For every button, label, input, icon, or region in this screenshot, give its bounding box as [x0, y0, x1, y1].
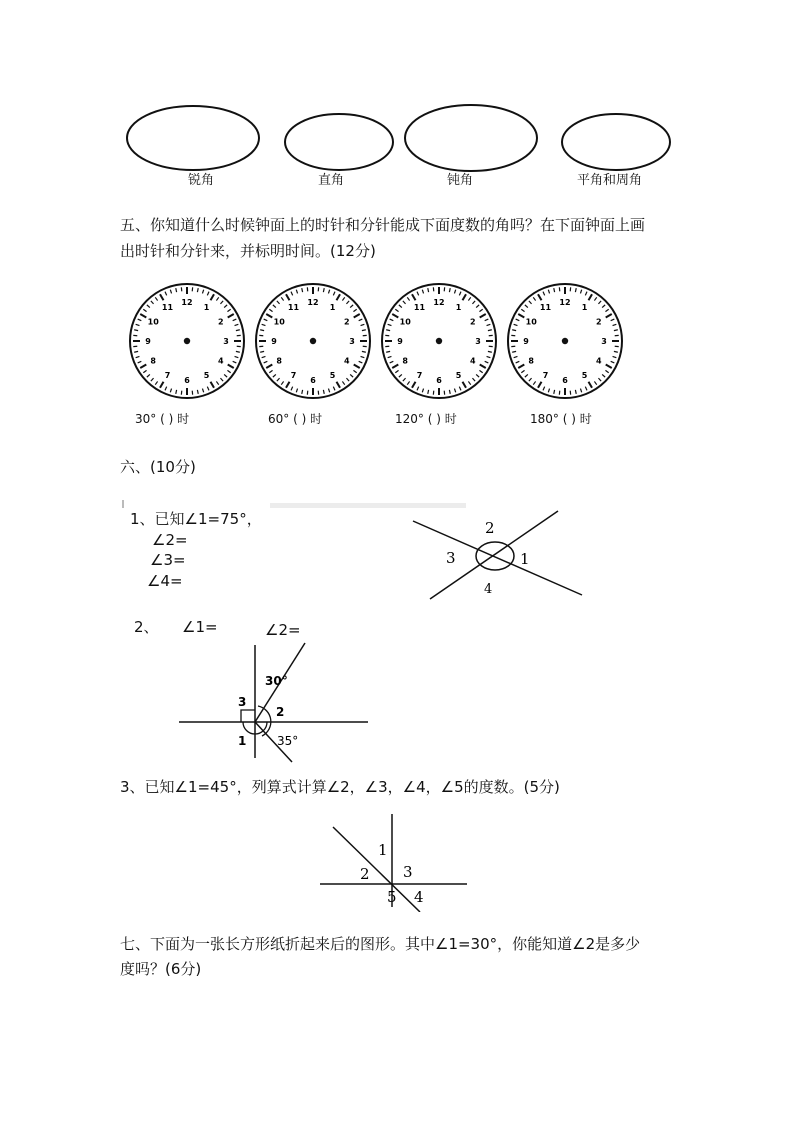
clock-number: 7 — [290, 370, 297, 380]
q1-fig-label-2: 2 — [485, 519, 495, 537]
clock-tick — [514, 324, 518, 325]
clock-tick — [417, 387, 419, 391]
clock-tick — [395, 370, 398, 372]
clock-tick — [459, 387, 461, 391]
clock-tick — [151, 378, 154, 381]
clock-tick — [585, 292, 587, 296]
clock-tick — [269, 370, 272, 372]
clock-tick — [472, 301, 475, 304]
clock-number: 12 — [307, 298, 319, 307]
clock-tick — [176, 288, 177, 292]
clock-tick — [614, 330, 618, 331]
clock-tick — [354, 365, 360, 369]
q2-angle2: ∠2= — [265, 621, 301, 639]
clock-tick — [580, 389, 581, 393]
clock-tick — [521, 370, 524, 372]
clock-tick — [160, 382, 164, 388]
oval-acute — [127, 106, 259, 170]
clock-tick — [228, 365, 234, 369]
clock-tick — [224, 305, 227, 308]
section7-line1: 七、下面为一张长方形纸折起来后的图形。其中∠1=30°，你能知道∠2是多少 — [120, 935, 641, 953]
q1-line-a — [413, 521, 582, 595]
clock-face-2 — [248, 276, 378, 406]
clock-tick — [488, 351, 492, 352]
clock-tick — [525, 374, 528, 377]
clock-number: 7 — [416, 370, 423, 380]
clock-tick — [160, 294, 164, 300]
clock-tick — [342, 381, 344, 384]
clock-number: 1 — [203, 303, 210, 313]
clock-tick — [487, 356, 491, 357]
clock-tick — [390, 361, 394, 363]
clock-tick — [399, 305, 402, 308]
clock-tick — [606, 365, 612, 369]
clock-tick — [138, 319, 142, 321]
clock-center-dot — [562, 338, 568, 344]
clock-tick — [337, 294, 341, 300]
clock-tick — [207, 387, 209, 391]
clock-tick — [463, 294, 467, 300]
clock-tick — [273, 305, 276, 308]
clock-tick — [328, 290, 329, 294]
angle-type-ovals — [0, 100, 794, 200]
clock-tick — [392, 314, 398, 318]
clock-tick — [533, 297, 535, 300]
clock-tick — [488, 330, 492, 331]
clock-number: 2 — [595, 317, 602, 327]
clock-tick — [353, 309, 356, 311]
clock-tick — [388, 356, 392, 357]
clock-tick — [459, 292, 461, 296]
clock-tick — [134, 330, 138, 331]
clock-tick — [543, 387, 545, 391]
clock-tick — [575, 390, 576, 394]
q2-fig-label-3: 3 — [238, 695, 247, 709]
clock-tick — [277, 378, 280, 381]
clock-number: 1 — [455, 303, 462, 313]
section5-line2: 出时针和分针来，并标明时间。(12分) — [120, 242, 376, 260]
clock-tick — [296, 389, 297, 393]
clock-number: 8 — [402, 356, 409, 366]
clock-tick — [277, 301, 280, 304]
clock-tick — [403, 378, 406, 381]
clock-tick — [269, 309, 272, 311]
clock-tick — [353, 370, 356, 372]
clock-label-120: 120° ( ) 时 — [395, 412, 457, 426]
clock-tick — [147, 305, 150, 308]
clock-tick — [211, 382, 215, 388]
q1-fig-label-1: 1 — [520, 550, 530, 568]
clock-tick — [227, 309, 230, 311]
clock-tick — [480, 314, 486, 318]
q3-fig-label-3: 3 — [403, 863, 413, 881]
clock-tick — [140, 314, 146, 318]
q1-fig-label-3: 3 — [446, 549, 456, 567]
oval-straight-full — [562, 114, 670, 170]
clock-label-180: 180° ( ) 时 — [530, 412, 592, 426]
q1-figure — [400, 505, 600, 605]
clock-tick — [598, 301, 601, 304]
oval-right — [285, 114, 393, 170]
clock-tick — [585, 387, 587, 391]
clock-tick — [538, 382, 542, 388]
clock-tick — [485, 319, 489, 321]
clock-tick — [412, 382, 416, 388]
clock-tick — [602, 305, 605, 308]
clock-tick — [281, 381, 283, 384]
clock-tick — [211, 294, 215, 300]
clock-number: 9 — [145, 337, 151, 346]
section5-line1: 五、你知道什么时候钟面上的时针和分针能成下面度数的角吗？在下面钟面上画 — [120, 216, 646, 234]
clock-tick — [361, 356, 365, 357]
clock-tick — [333, 292, 335, 296]
clock-number: 11 — [413, 303, 426, 313]
clock-tick — [479, 309, 482, 311]
clock-tick — [136, 356, 140, 357]
clock-center-dot — [184, 338, 190, 344]
clock-tick — [512, 351, 516, 352]
clock-tick — [422, 389, 423, 393]
clock-tick — [197, 390, 198, 394]
clock-tick — [362, 330, 366, 331]
clock-tick — [454, 290, 455, 294]
clock-tick — [170, 389, 171, 393]
clock-tick — [262, 324, 266, 325]
clock-tick — [428, 390, 429, 394]
clock-face-4 — [500, 276, 630, 406]
clock-tick — [328, 389, 329, 393]
clock-tick — [594, 381, 596, 384]
clock-tick — [333, 387, 335, 391]
clock-tick — [468, 381, 470, 384]
q3-figure — [315, 812, 475, 912]
clock-number: 3 — [349, 337, 355, 346]
clock-tick — [281, 297, 283, 300]
clock-tick — [354, 314, 360, 318]
clock-tick — [151, 301, 154, 304]
clock-tick — [518, 314, 524, 318]
clock-tick — [480, 365, 486, 369]
clock-tick — [362, 351, 366, 352]
clock-tick — [479, 370, 482, 372]
clock-number: 10 — [147, 317, 159, 327]
clock-tick — [227, 370, 230, 372]
angle-label-acute: 锐角 — [188, 173, 215, 188]
clock-tick — [613, 356, 617, 357]
clock-number: 6 — [184, 376, 190, 385]
clock-number: 4 — [595, 356, 602, 366]
q2-angle1: ∠1= — [182, 618, 218, 636]
clock-label-30: 30° ( ) 时 — [135, 412, 190, 426]
clock-number: 11 — [539, 303, 552, 313]
clock-number: 1 — [581, 303, 588, 313]
clock-tick — [143, 370, 146, 372]
q3-fig-label-2: 2 — [360, 865, 370, 883]
clock-tick — [216, 381, 218, 384]
clock-face-3 — [374, 276, 504, 406]
q3-text: 3、已知∠1=45°，列算式计算∠2，∠3，∠4，∠5的度数。(5分) — [120, 778, 560, 796]
scan-tick-artifact — [122, 500, 124, 508]
clock-number: 7 — [542, 370, 549, 380]
clock-tick — [602, 374, 605, 377]
clock-tick — [138, 361, 142, 363]
clock-number: 5 — [581, 370, 588, 380]
clock-tick — [605, 309, 608, 311]
clock-number: 12 — [181, 298, 193, 307]
clock-tick — [487, 324, 491, 325]
clock-number: 8 — [528, 356, 535, 366]
clock-tick — [529, 378, 532, 381]
clock-face-1 — [122, 276, 252, 406]
clock-tick — [449, 390, 450, 394]
clock-tick — [143, 309, 146, 311]
clock-tick — [428, 288, 429, 292]
clock-number: 3 — [475, 337, 481, 346]
q1-angle3: ∠3= — [150, 551, 186, 569]
clock-tick — [395, 309, 398, 311]
clock-tick — [359, 319, 363, 321]
clock-number: 7 — [164, 370, 171, 380]
clock-tick — [614, 351, 618, 352]
clock-tick — [266, 314, 272, 318]
clock-tick — [233, 361, 237, 363]
q2-figure — [170, 640, 380, 765]
clock-tick — [386, 330, 390, 331]
clock-tick — [606, 314, 612, 318]
clock-tick — [165, 292, 167, 296]
clock-number: 3 — [601, 337, 607, 346]
angle-label-straight-full: 平角和周角 — [577, 173, 643, 188]
clock-number: 6 — [436, 376, 442, 385]
clock-tick — [361, 324, 365, 325]
clock-tick — [538, 294, 542, 300]
clock-tick — [155, 297, 157, 300]
clock-tick — [236, 351, 240, 352]
clock-tick — [525, 305, 528, 308]
clock-tick — [390, 319, 394, 321]
q2-fig-label-35: 35° — [277, 734, 299, 748]
clock-tick — [529, 301, 532, 304]
q1-angle2: ∠2= — [152, 531, 188, 549]
clock-tick — [216, 297, 218, 300]
clock-tick — [233, 319, 237, 321]
clock-tick — [262, 356, 266, 357]
clock-center-dot — [310, 338, 316, 344]
clock-tick — [264, 319, 268, 321]
clock-tick — [580, 290, 581, 294]
clock-tick — [350, 305, 353, 308]
clock-tick — [202, 290, 203, 294]
clock-tick — [147, 374, 150, 377]
clock-tick — [155, 381, 157, 384]
clock-tick — [170, 290, 171, 294]
clock-tick — [359, 361, 363, 363]
clock-number: 4 — [217, 356, 224, 366]
clock-tick — [140, 365, 146, 369]
clock-tick — [412, 294, 416, 300]
clock-tick — [260, 330, 264, 331]
clock-number: 10 — [273, 317, 285, 327]
q2-fig-label-1: 1 — [238, 734, 247, 748]
clock-tick — [605, 370, 608, 372]
clock-number: 10 — [399, 317, 411, 327]
clock-number: 10 — [525, 317, 537, 327]
clock-tick — [543, 292, 545, 296]
clock-tick — [207, 292, 209, 296]
clock-tick — [589, 382, 593, 388]
clock-tick — [273, 374, 276, 377]
clock-tick — [236, 330, 240, 331]
clock-tick — [407, 297, 409, 300]
clock-tick — [521, 309, 524, 311]
clock-tick — [518, 365, 524, 369]
clock-tick — [291, 292, 293, 296]
clock-number: 1 — [329, 303, 336, 313]
clock-tick — [235, 324, 239, 325]
clock-tick — [228, 314, 234, 318]
clock-tick — [403, 301, 406, 304]
clock-number: 9 — [523, 337, 529, 346]
clock-tick — [136, 324, 140, 325]
clock-tick — [476, 305, 479, 308]
clock-tick — [611, 319, 615, 321]
q2-fig-label-30: 30° — [265, 674, 288, 688]
clock-tick — [472, 378, 475, 381]
clock-tick — [611, 361, 615, 363]
clock-tick — [323, 390, 324, 394]
clock-tick — [346, 301, 349, 304]
clock-number: 4 — [469, 356, 476, 366]
clock-tick — [548, 290, 549, 294]
clock-tick — [220, 301, 223, 304]
clock-tick — [485, 361, 489, 363]
clock-tick — [533, 381, 535, 384]
clock-tick — [417, 292, 419, 296]
clock-number: 12 — [433, 298, 445, 307]
clock-tick — [202, 389, 203, 393]
clock-tick — [407, 381, 409, 384]
clock-tick — [454, 389, 455, 393]
q2-right-angle-mark — [241, 710, 255, 722]
q1-given: 1、已知∠1=75°， — [130, 510, 262, 528]
clock-number: 9 — [397, 337, 403, 346]
clock-number: 12 — [559, 298, 571, 307]
q3-fig-label-4: 4 — [414, 888, 424, 906]
clock-number: 11 — [161, 303, 174, 313]
q3-fig-label-1: 1 — [378, 841, 388, 859]
clock-number: 2 — [343, 317, 350, 327]
clock-number: 4 — [343, 356, 350, 366]
clock-tick — [386, 351, 390, 352]
clock-tick — [422, 290, 423, 294]
clock-tick — [296, 290, 297, 294]
clock-number: 8 — [150, 356, 157, 366]
clock-tick — [134, 351, 138, 352]
clock-tick — [594, 297, 596, 300]
clock-tick — [512, 330, 516, 331]
angle-label-obtuse: 钝角 — [447, 173, 474, 188]
clock-tick — [197, 288, 198, 292]
angle-label-right: 直角 — [318, 173, 345, 188]
q2-fig-label-2: 2 — [276, 705, 285, 719]
clock-tick — [516, 361, 520, 363]
clock-tick — [342, 297, 344, 300]
clock-tick — [449, 288, 450, 292]
clock-tick — [399, 374, 402, 377]
clock-tick — [516, 319, 520, 321]
clock-number: 3 — [223, 337, 229, 346]
clock-number: 11 — [287, 303, 300, 313]
q1-angle4: ∠4= — [147, 572, 183, 590]
clock-tick — [286, 382, 290, 388]
clock-number: 5 — [203, 370, 210, 380]
clock-tick — [264, 361, 268, 363]
clock-tick — [337, 382, 341, 388]
clock-tick — [476, 374, 479, 377]
clock-label-60: 60° ( ) 时 — [268, 412, 323, 426]
clock-tick — [554, 390, 555, 394]
clock-tick — [548, 389, 549, 393]
clock-number: 2 — [217, 317, 224, 327]
clock-number: 6 — [562, 376, 568, 385]
clock-number: 2 — [469, 317, 476, 327]
clock-number: 8 — [276, 356, 283, 366]
clock-center-dot — [436, 338, 442, 344]
clock-tick — [266, 365, 272, 369]
clock-tick — [598, 378, 601, 381]
q1-fig-label-4: 4 — [484, 582, 493, 597]
clock-tick — [286, 294, 290, 300]
q2-number: 2、 — [134, 618, 159, 636]
q3-fig-label-5: 5 — [387, 888, 397, 906]
clock-number: 5 — [329, 370, 336, 380]
clock-number: 6 — [310, 376, 316, 385]
clock-tick — [463, 382, 467, 388]
clock-tick — [346, 378, 349, 381]
clock-tick — [302, 390, 303, 394]
clock-tick — [468, 297, 470, 300]
section7-line2: 度吗？(6分) — [120, 960, 202, 978]
clock-tick — [554, 288, 555, 292]
clock-number: 9 — [271, 337, 277, 346]
section6-title: 六、(10分) — [120, 458, 196, 476]
clock-tick — [176, 390, 177, 394]
clock-tick — [235, 356, 239, 357]
oval-obtuse — [405, 105, 537, 171]
clock-tick — [291, 387, 293, 391]
clock-tick — [220, 378, 223, 381]
clock-tick — [302, 288, 303, 292]
clock-tick — [392, 365, 398, 369]
clock-tick — [165, 387, 167, 391]
q1-angle-circle — [476, 542, 514, 570]
clock-tick — [323, 288, 324, 292]
clock-tick — [350, 374, 353, 377]
clock-tick — [224, 374, 227, 377]
clock-tick — [589, 294, 593, 300]
clock-tick — [260, 351, 264, 352]
clock-tick — [575, 288, 576, 292]
clock-tick — [514, 356, 518, 357]
clock-tick — [388, 324, 392, 325]
clock-number: 5 — [455, 370, 462, 380]
clock-tick — [613, 324, 617, 325]
